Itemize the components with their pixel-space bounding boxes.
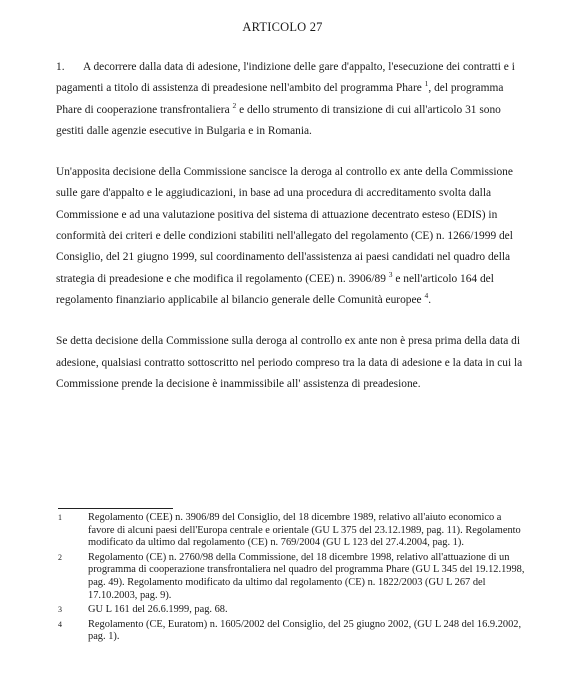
paragraph-2-text-a: Un'apposita decisione della Commissione sancisce la deroga al controllo ex ante della Commissione sulle gare d'appalto e le aggiudicazioni, in base ad una procedura di accreditamento svolta dalla Commissione e ad una valutazione positiva del sistema di attuazione decentrato esteso (EDIS) in conformità dei criteri e delle condizioni stabiliti nell'allegato del regolamento (CE) n. 1266/1999 del Consiglio, del 21 giugno 1999, sul coordinamento dell'assistenza ai paesi candidati nel quadro della strategia di preadesione e che modifica il regolamento (CEE) n. 3906/89	[56, 166, 513, 285]
paragraph-2	[56, 162, 526, 311]
footnote-ref-1[interactable]: 1	[424, 79, 429, 89]
footnote-mark: 4	[58, 619, 62, 629]
article-heading: ARTICOLO 27	[242, 20, 323, 34]
footnote-text: Regolamento (CE, Euratom) n. 1605/2002 del Consiglio, del 25 giugno 2002, (GU L 248 del 16.9.2002, pag. 1).	[88, 618, 522, 643]
footnote-2	[58, 552, 528, 602]
footnote-mark: 3	[58, 605, 62, 615]
footnote-mark: 2	[58, 552, 62, 562]
footnote-separator	[58, 508, 173, 509]
footnote-ref-4[interactable]: 4	[424, 290, 429, 300]
paragraph-1-text-b: , del programma Phare di cooperazione transfrontaliera	[56, 82, 504, 116]
footnote-3	[58, 604, 528, 617]
footnote-ref-2[interactable]: 2	[232, 100, 237, 110]
footnote-text: GU L 161 del 26.6.1999, pag. 68.	[88, 604, 228, 616]
article-body	[56, 57, 526, 395]
paragraph-2-text-c: .	[428, 293, 432, 306]
footnotes	[58, 512, 528, 646]
footnote-mark: 1	[58, 513, 62, 522]
paragraph-3-text: Se detta decisione della Commissione sulla deroga al controllo ex ante non è presa prima della data di adesione, qualsiasi contratto sottoscritto nel periodo compreso tra la data di adesione e la data in cui la Commissione prende la decisione è inammissibile all' assistenza di preadesione.	[56, 335, 523, 390]
paragraph-3	[56, 331, 526, 395]
paragraph-1	[56, 57, 526, 142]
footnote-1	[58, 512, 528, 550]
paragraph-1-text-c: e dello strumento di transizione di cui all'articolo 31 sono gestiti dalle agenzie esecutive in Bulgaria e in Romania.	[56, 103, 501, 137]
paragraph-1-text-a: A decorrere dalla data di adesione, l'indizione delle gare d'appalto, l'esecuzione dei contratti e i pagamenti a titolo di assistenza di preadesione nell'ambito del programma Phare	[56, 61, 515, 95]
footnote-4	[58, 619, 528, 644]
footnote-ref-3[interactable]: 3	[388, 269, 393, 279]
paragraph-2-text-b: e nell'articolo 164 del regolamento finanziario applicabile al bilancio generale delle Comunità europee	[56, 272, 494, 306]
footnote-text: Regolamento (CEE) n. 3906/89 del Consiglio, del 18 dicembre 1989, relativo all'aiuto economico a favore di alcuni paesi dell'Europa centrale e orientale (GU L 375 del 23.12.1989, pag. 11). Regolamento modificato da ultimo dal regolamento (CE) n. 769/2004 (GU L 123 del 27.4.2004, pag. 1).	[88, 512, 521, 549]
paragraph-number: 1.	[56, 61, 65, 73]
footnote-text: Regolamento (CE) n. 2760/98 della Commissione, del 18 dicembre 1998, relativo all'attuazione di un programma di cooperazione transfrontaliera nel quadro del programma Phare (GU L 345 del 19.12.1998, pag. 49). Regolamento modificato da ultimo dal regolamento (CE) n. 1822/2003 (GU L 267 del 17.10.2003, pag. 9).	[88, 551, 525, 601]
